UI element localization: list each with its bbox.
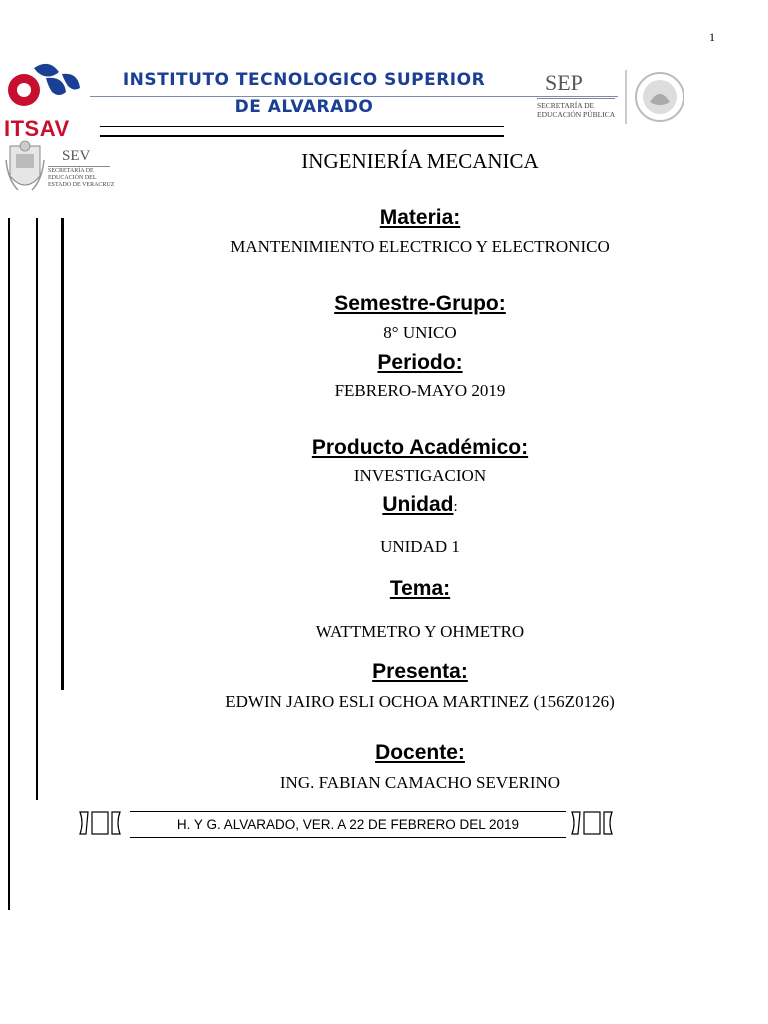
producto-value: INVESTIGACION (353, 466, 487, 485)
semestre-label: Semestre-Grupo: (334, 292, 506, 315)
docente-value: ING. FABIAN CAMACHO SEVERINO (279, 773, 561, 792)
header-rule-sep (518, 96, 618, 97)
itsav-logo-text: ITSAV (4, 116, 70, 141)
unidad-label: Unidad (382, 493, 454, 516)
unidad-value: UNIDAD 1 (380, 537, 460, 556)
mexico-seal (624, 66, 684, 128)
header-rule-bottom (100, 135, 504, 137)
sep-logo-subtext: SECRETARÍA DE EDUCACIÓN PÚBLICA (537, 101, 616, 119)
docente-label: Docente: (375, 741, 465, 764)
materia-value: MANTENIMIENTO ELECTRICO Y ELECTRONICO (230, 237, 610, 256)
footer-rule-bottom (130, 837, 566, 838)
presenta-value: EDWIN JAIRO ESLI OCHOA MARTINEZ (156Z0126) (225, 692, 615, 711)
footer-rule-top (130, 811, 566, 812)
scroll-ornament-icon (78, 808, 122, 838)
institution-name-line1: INSTITUTO TECNOLOGICO SUPERIOR (122, 70, 486, 90)
itsav-emblem-icon (4, 58, 84, 118)
left-border-bar-outer (8, 218, 10, 910)
sep-logo-divider (537, 98, 615, 99)
materia-label: Materia: (379, 206, 461, 229)
page-number: 1 (709, 30, 715, 44)
sev-logo-subtext: SECRETARÍA DE EDUCACIÓN DEL ESTADO DE VERACRUZ (48, 168, 115, 188)
footer-scroll-left (78, 808, 122, 838)
unidad-colon: : (453, 499, 458, 515)
sev-logo-text: SEV (62, 148, 91, 164)
sep-logo-text: SEP (545, 70, 583, 95)
career-title (36, 149, 768, 174)
scroll-ornament-icon (570, 808, 614, 838)
tema-label: Tema: (389, 577, 451, 600)
periodo-value: FEBRERO-MAYO 2019 (334, 381, 506, 400)
producto-label: Producto Académico: (311, 436, 529, 459)
periodo-label: Periodo: (377, 351, 463, 374)
career-title-text: INGENIERÍA MECANICA (301, 149, 539, 173)
tema-value: WATTMETRO Y OHMETRO (315, 622, 525, 641)
institution-name-line2: DE ALVARADO (234, 97, 374, 117)
footer-place-date: H. Y G. ALVARADO, VER. A 22 DE FEBRERO DEL 2019 (176, 817, 520, 832)
mexico-coat-of-arms-icon (624, 66, 684, 128)
presenta-label: Presenta: (372, 660, 468, 683)
unidad-label-row (36, 493, 768, 517)
footer-scroll-right (570, 808, 614, 838)
semestre-value: 8° UNICO (383, 323, 457, 342)
header-rule-mid (100, 126, 504, 127)
